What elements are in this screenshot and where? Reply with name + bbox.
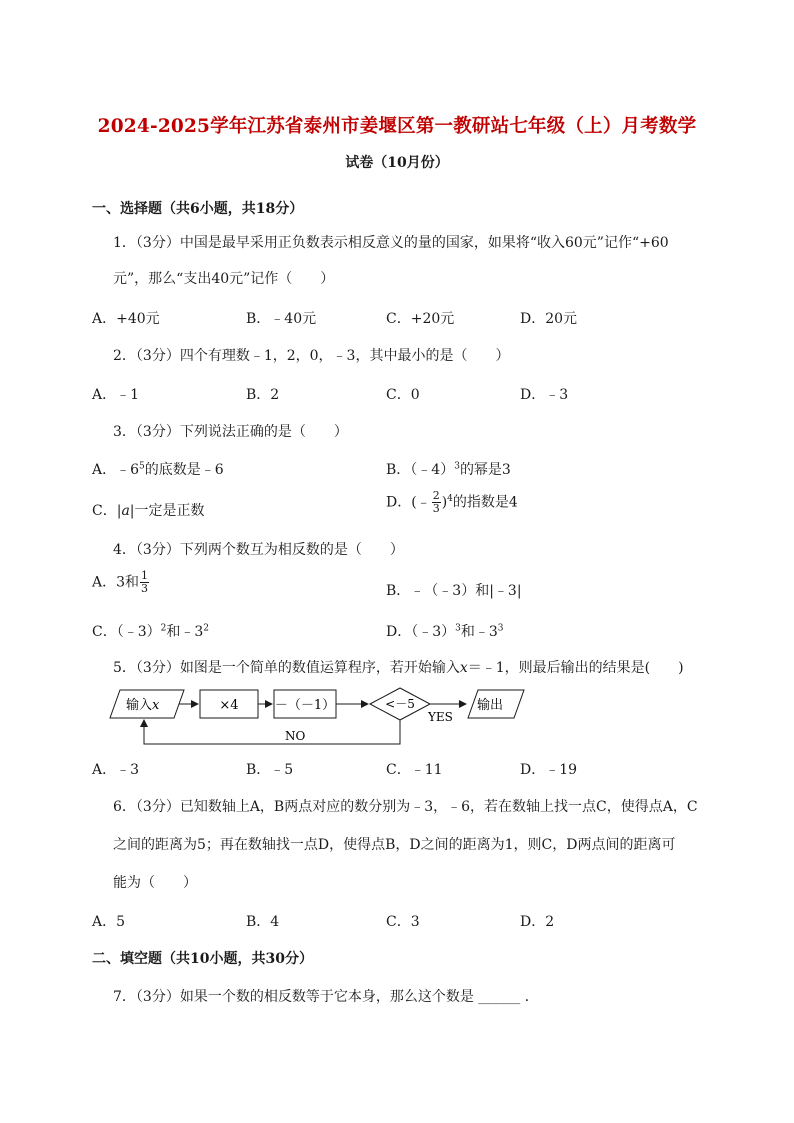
document-title: 2024-2025学年江苏省泰州市姜堰区第一教研站七年级（上）月考数学 bbox=[97, 116, 697, 137]
question-6-line-1: 6．（3分）已知数轴上A，B两点对应的数分别为﹣3，﹣6，若在数轴上找一点C，使得点A，C bbox=[113, 799, 698, 815]
question-6-option-a: A．5 bbox=[92, 914, 126, 930]
question-3-option-b: B．（﹣4）$^3$的幂是3 bbox=[386, 461, 511, 478]
flow-output-label: 输出 bbox=[477, 698, 504, 713]
question-1-line-1: 1．（3分）中国是最早采用正负数表示相反意义的量的国家，如果将“收入60元”记作“+60 bbox=[113, 235, 669, 251]
question-7-line-1: 7．（3分）如果一个数的相反数等于它本身，那么这个数是 ______ ． bbox=[113, 989, 539, 1005]
question-1-option-a: A．+40元 bbox=[92, 311, 160, 327]
question-5-option-c: C．﹣11 bbox=[386, 762, 443, 778]
flowchart-diagram bbox=[100, 684, 540, 748]
document-subtitle: 试卷（10月份） bbox=[345, 155, 449, 171]
question-4-option-b: B．﹣（﹣3）和|﹣3| bbox=[386, 583, 522, 599]
question-5-option-b: B．﹣5 bbox=[246, 762, 294, 778]
question-4-option-d: D．（﹣3）$^3$和$﹣3^3$ bbox=[386, 623, 504, 640]
question-2-option-c: C．0 bbox=[386, 387, 420, 403]
question-1-option-c: C．+20元 bbox=[386, 311, 455, 327]
question-2-option-a: A．﹣1 bbox=[92, 387, 140, 403]
question-4-option-c: C．（﹣3）$^2$和$﹣3^2$ bbox=[92, 623, 210, 640]
section-heading-choice: 一、选择题（共6小题，共18分） bbox=[92, 201, 304, 217]
flow-multiply-label: ×4 bbox=[219, 698, 239, 713]
question-6-option-d: D．2 bbox=[520, 914, 555, 930]
question-1-line-2: 元”，那么“支出40元”记作（ ） bbox=[113, 271, 335, 287]
question-1-option-b: B．﹣40元 bbox=[246, 311, 317, 327]
question-2-option-d: D．﹣3 bbox=[520, 387, 569, 403]
question-6-option-c: C．3 bbox=[386, 914, 420, 930]
question-3-option-a: A．$﹣6^5$的底数是﹣6 bbox=[92, 461, 224, 478]
flow-input-label: 输入x bbox=[126, 698, 160, 713]
question-6-line-2: 之间的距离为5；再在数轴找一点D，使得点B，D之间的距离为1，则C，D两点间的距离可 bbox=[113, 837, 676, 853]
question-5-option-d: D．﹣19 bbox=[520, 762, 578, 778]
question-4-option-a: A．3和 $\frac{1}{3}$ bbox=[92, 569, 149, 595]
flow-subtract-label: －（－1） bbox=[274, 698, 336, 713]
flow-no-label: NO bbox=[285, 729, 306, 743]
section-heading-fill: 二、填空题（共10小题，共30分） bbox=[92, 951, 313, 967]
question-5-option-a: A．﹣3 bbox=[92, 762, 140, 778]
question-2-line-1: 2．（3分）四个有理数﹣1，2，0，﹣3，其中最小的是（ ） bbox=[113, 348, 510, 364]
fraction-two-thirds: $\frac{2}{3}$ bbox=[432, 489, 440, 515]
question-5-line-1: 5．（3分）如图是一个简单的数值运算程序，若开始输入x＝﹣1，则最后输出的结果是( ) bbox=[113, 660, 684, 676]
question-4-line-1: 4．（3分）下列两个数互为相反数的是（ ） bbox=[113, 542, 404, 558]
flow-loop-no bbox=[144, 720, 400, 744]
question-3-option-d: D．(﹣ $\frac{2}{3}$ )$^4$的指数是4 bbox=[386, 489, 518, 515]
question-3-line-1: 3．（3分）下列说法正确的是（ ） bbox=[113, 424, 348, 440]
question-1-option-d: D．20元 bbox=[520, 311, 578, 327]
question-6-line-3: 能为（ ） bbox=[113, 875, 197, 891]
question-6-option-b: B．4 bbox=[246, 914, 280, 930]
answer-blank: ______ bbox=[478, 989, 521, 1005]
question-3-option-c: C．|a|一定是正数 bbox=[92, 503, 205, 519]
flow-yes-label: YES bbox=[428, 710, 453, 724]
flow-condition-label: <－5 bbox=[385, 697, 415, 711]
fraction-one-third: $\frac{1}{3}$ bbox=[141, 569, 149, 595]
question-2-option-b: B．2 bbox=[246, 387, 280, 403]
